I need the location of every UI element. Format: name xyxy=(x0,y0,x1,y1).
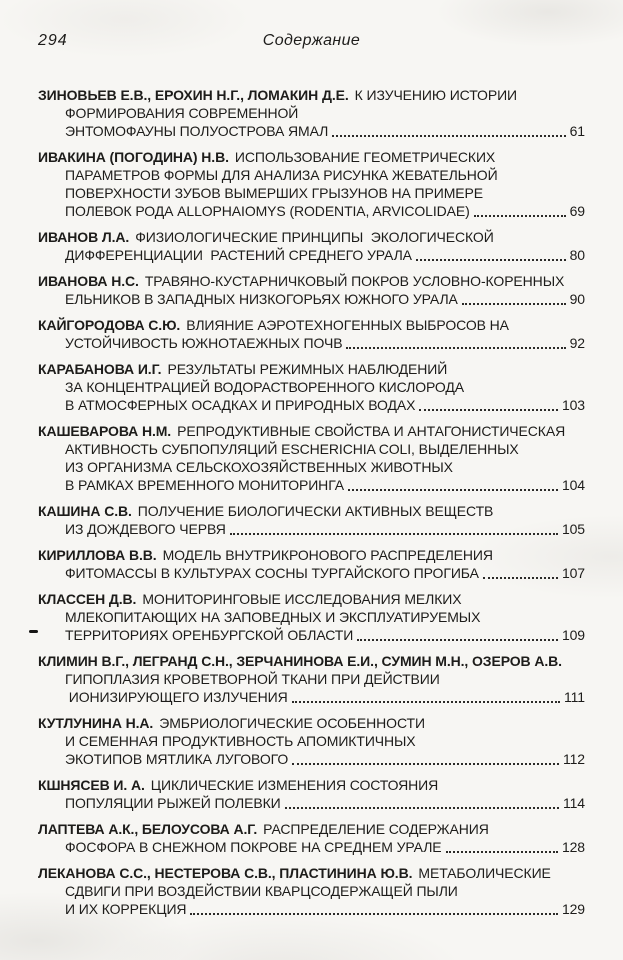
toc-entry-first-line xyxy=(38,272,585,290)
dotted-leader xyxy=(230,533,558,535)
toc-entry-authors: ИВАНОВА Н.С. xyxy=(38,273,139,289)
toc-page-number: 114 xyxy=(562,795,585,811)
toc-entry-first-line xyxy=(38,864,585,882)
toc-page-number: 109 xyxy=(561,627,585,643)
toc-entry-title-start: МОНИТОРИНГОВЫЕ ИССЛЕДОВАНИЯ МЕЛКИХ xyxy=(142,591,462,607)
toc-entry-title-end: ФОСФОРА В СНЕЖНОМ ПОКРОВЕ НА СРЕДНЕМ УРАЛЕ xyxy=(65,839,442,855)
toc-page-number: 112 xyxy=(562,751,585,767)
dotted-leader xyxy=(446,851,558,853)
toc-entry-first-line xyxy=(38,652,585,670)
toc-entry-title-end: ИЗ ДОЖДЕВОГО ЧЕРВЯ xyxy=(65,521,226,537)
toc-entry-first-line xyxy=(38,714,585,732)
toc-entry-first-line xyxy=(38,86,585,104)
toc-page-number: 105 xyxy=(561,521,585,537)
toc-page-number: 92 xyxy=(569,335,585,351)
toc-entry-title-start: К ИЗУЧЕНИЮ ИСТОРИИ xyxy=(354,87,517,103)
toc-entry xyxy=(38,714,585,768)
toc-entry-authors: ИВАКИНА (ПОГОДИНА) Н.В. xyxy=(38,149,229,165)
toc-entry-title-end: ТЕРРИТОРИЯХ ОРЕНБУРГСКОЙ ОБЛАСТИ xyxy=(65,627,354,643)
toc-page-number: 129 xyxy=(561,901,585,917)
toc-entry xyxy=(38,148,585,220)
dotted-leader xyxy=(416,259,566,261)
toc-page-number: 103 xyxy=(561,397,585,413)
toc-entry-continuation-line xyxy=(38,166,585,184)
toc-entry-continuation-line xyxy=(38,882,585,900)
toc-entry-authors: ЛЕКАНОВА С.С., НЕСТЕРОВА С.В., ПЛАСТИНИНА Ю.В. xyxy=(38,865,413,881)
toc-entry-title-middle: ИЗ ОРГАНИЗМА СЕЛЬСКОХОЗЯЙСТВЕННЫХ ЖИВОТНЫХ xyxy=(65,459,453,475)
toc-entry-title-end: ПОЛЕВОК РОДА ALLOPHAIOMYS (RODENTIA, ARVICOLIDAE) xyxy=(65,203,470,219)
toc-entry-title-start: РЕЗУЛЬТАТЫ РЕЖИМНЫХ НАБЛЮДЕНИЙ xyxy=(167,361,448,377)
toc-entry-leader-line xyxy=(38,476,585,494)
toc-entry-continuation-line xyxy=(38,378,585,396)
toc-entry-authors: КУТЛУНИНА Н.А. xyxy=(38,715,154,731)
toc-entry-leader-line xyxy=(38,246,585,264)
toc-entry-continuation-line xyxy=(38,732,585,750)
toc-page-number: 61 xyxy=(569,123,585,139)
page-number: 294 xyxy=(38,32,68,49)
toc-entry xyxy=(38,360,585,414)
toc-entry-authors: КШНЯСЕВ И. А. xyxy=(38,777,145,793)
toc-entry-continuation-line xyxy=(38,670,585,688)
toc-entry-title-middle: МЛЕКОПИТАЮЩИХ НА ЗАПОВЕДНЫХ И ЭКСПЛУАТИРУЕМЫХ xyxy=(65,609,481,625)
toc-page-number: 104 xyxy=(561,477,585,493)
dotted-leader xyxy=(190,913,558,915)
toc-page-number: 111 xyxy=(564,689,585,705)
toc-entry-title-end: И ИХ КОРРЕКЦИЯ xyxy=(65,901,187,917)
dotted-leader xyxy=(348,489,558,491)
toc-entry-title-end: ФИТОМАССЫ В КУЛЬТУРАХ СОСНЫ ТУРГАЙСКОГО ПРОГИБА xyxy=(65,565,479,581)
toc-entry-title-start: МОДЕЛЬ ВНУТРИКРОНОВОГО РАСПРЕДЕЛЕНИЯ xyxy=(162,547,493,563)
toc-entry-authors: КИРИЛЛОВА В.В. xyxy=(38,547,157,563)
dotted-leader xyxy=(483,577,558,579)
toc-entry-title-start: РЕПРОДУКТИВНЫЕ СВОЙСТВА И АНТАГОНИСТИЧЕСКАЯ xyxy=(177,423,566,439)
toc-entry-leader-line xyxy=(38,396,585,414)
toc-page-number: 69 xyxy=(569,203,585,219)
toc-entry-title-start: ПОЛУЧЕНИЕ БИОЛОГИЧЕСКИ АКТИВНЫХ ВЕЩЕСТВ xyxy=(137,503,494,519)
toc-entry-continuation-line xyxy=(38,184,585,202)
toc-list xyxy=(38,86,585,926)
dotted-leader xyxy=(419,409,558,411)
toc-entry-leader-line xyxy=(38,520,585,538)
toc-entry-leader-line xyxy=(38,750,585,768)
toc-entry-continuation-line xyxy=(38,440,585,458)
toc-entry xyxy=(38,546,585,582)
toc-entry-first-line xyxy=(38,148,585,166)
toc-page-number: 107 xyxy=(561,565,585,581)
toc-entry xyxy=(38,316,585,352)
toc-entry-authors: КАШИНА С.В. xyxy=(38,503,132,519)
toc-entry-title-end: ЕЛЬНИКОВ В ЗАПАДНЫХ НИЗКОГОРЬЯХ ЮЖНОГО УРАЛА xyxy=(65,291,458,307)
toc-entry-leader-line xyxy=(38,794,585,812)
dotted-leader xyxy=(292,763,559,765)
toc-entry-title-middle: И СЕМЕННАЯ ПРОДУКТИВНОСТЬ АПОМИКТИЧНЫХ xyxy=(65,733,416,749)
dotted-leader xyxy=(285,807,559,809)
toc-entry-first-line xyxy=(38,590,585,608)
toc-entry-authors: КАРАБАНОВА И.Г. xyxy=(38,361,162,377)
toc-entry xyxy=(38,820,585,856)
dotted-leader xyxy=(474,215,566,217)
toc-entry-first-line xyxy=(38,502,585,520)
toc-entry xyxy=(38,86,585,140)
toc-entry-first-line xyxy=(38,546,585,564)
toc-entry-title-middle: ПАРАМЕТРОВ ФОРМЫ ДЛЯ АНАЛИЗА РИСУНКА ЖЕВАТЕЛЬНОЙ xyxy=(65,167,498,183)
margin-mark xyxy=(29,630,38,633)
toc-entry-title-start: ЦИКЛИЧЕСКИЕ ИЗМЕНЕНИЯ СОСТОЯНИЯ xyxy=(150,777,439,793)
toc-entry-authors: КАШЕВАРОВА Н.М. xyxy=(38,423,172,439)
toc-entry xyxy=(38,864,585,918)
toc-entry-title-start: ФИЗИОЛОГИЧЕСКИЕ ПРИНЦИПЫ ЭКОЛОГИЧЕСКОЙ xyxy=(135,229,494,245)
toc-entry-title-middle: ПОВЕРХНОСТИ ЗУБОВ ВЫМЕРШИХ ГРЫЗУНОВ НА ПРИМЕРЕ xyxy=(65,185,483,201)
toc-entry-leader-line xyxy=(38,838,585,856)
page-header xyxy=(38,32,585,52)
toc-entry-leader-line xyxy=(38,290,585,308)
toc-entry xyxy=(38,272,585,308)
toc-entry xyxy=(38,502,585,538)
dotted-leader xyxy=(332,135,565,137)
dotted-leader xyxy=(357,639,558,641)
page-title: Содержание xyxy=(262,32,361,49)
dotted-leader xyxy=(346,347,565,349)
toc-page-number: 90 xyxy=(569,291,585,307)
toc-entry-title-start: ИСПОЛЬЗОВАНИЕ ГЕОМЕТРИЧЕСКИХ xyxy=(234,149,496,165)
dotted-leader xyxy=(292,701,560,703)
toc-entry-title-start: РАСПРЕДЕЛЕНИЕ СОДЕРЖАНИЯ xyxy=(263,821,489,837)
toc-entry-title-end: ПОПУЛЯЦИИ РЫЖЕЙ ПОЛЕВКИ xyxy=(65,795,281,811)
toc-entry-title-end: ИОНИЗИРУЮЩЕГО ИЗЛУЧЕНИЯ xyxy=(65,689,288,705)
toc-entry-title-middle: ФОРМИРОВАНИЯ СОВРЕМЕННОЙ xyxy=(65,105,299,121)
toc-entry-title-middle: ГИПОПЛАЗИЯ КРОВЕТВОРНОЙ ТКАНИ ПРИ ДЕЙСТВИИ xyxy=(65,671,440,687)
dotted-leader xyxy=(462,303,566,305)
toc-entry-first-line xyxy=(38,422,585,440)
toc-entry xyxy=(38,228,585,264)
toc-entry-authors: КЛАССЕН Д.В. xyxy=(38,591,137,607)
toc-entry-title-middle: ЗА КОНЦЕНТРАЦИЕЙ ВОДОРАСТВОРЕННОГО КИСЛОРОДА xyxy=(65,379,465,395)
toc-entry-first-line xyxy=(38,776,585,794)
toc-entry-leader-line xyxy=(38,626,585,644)
toc-entry-leader-line xyxy=(38,334,585,352)
toc-entry-authors: ЗИНОВЬЕВ Е.В., ЕРОХИН Н.Г., ЛОМАКИН Д.Е. xyxy=(38,87,349,103)
toc-entry-title-start: МЕТАБОЛИЧЕСКИЕ xyxy=(418,865,551,881)
toc-entry-title-start: ТРАВЯНО-КУСТАРНИЧКОВЫЙ ПОКРОВ УСЛОВНО-КОРЕННЫХ xyxy=(144,273,565,289)
toc-entry-title-end: ЭНТОМОФАУНЫ ПОЛУОСТРОВА ЯМАЛ xyxy=(65,123,329,139)
toc-entry-authors: КАЙГОРОДОВА С.Ю. xyxy=(38,317,181,333)
toc-entry-authors: КЛИМИН В.Г., ЛЕГРАНД С.Н., ЗЕРЧАНИНОВА Е.И., СУМИН М.Н., ОЗЕРОВ А.В. xyxy=(38,653,562,669)
toc-entry-leader-line xyxy=(38,688,585,706)
toc-entry-title-middle: АКТИВНОСТЬ СУБПОПУЛЯЦИЙ ESCHERICHIA COLI, ВЫДЕЛЕННЫХ xyxy=(65,441,519,457)
toc-entry-continuation-line xyxy=(38,608,585,626)
toc-entry-title-end: В РАМКАХ ВРЕМЕННОГО МОНИТОРИНГА xyxy=(65,477,344,493)
toc-entry-leader-line xyxy=(38,564,585,582)
toc-entry xyxy=(38,422,585,494)
toc-entry xyxy=(38,776,585,812)
toc-page-number: 128 xyxy=(561,839,585,855)
toc-entry-leader-line xyxy=(38,900,585,918)
toc-entry-continuation-line xyxy=(38,458,585,476)
toc-entry-title-end: В АТМОСФЕРНЫХ ОСАДКАХ И ПРИРОДНЫХ ВОДАХ xyxy=(65,397,416,413)
toc-entry-title-start: ВЛИЯНИЕ АЭРОТЕХНОГЕННЫХ ВЫБРОСОВ НА xyxy=(186,317,509,333)
toc-entry-title-start: ЭМБРИОЛОГИЧЕСКИЕ ОСОБЕННОСТИ xyxy=(159,715,425,731)
toc-page-number: 80 xyxy=(569,247,585,263)
toc-entry-first-line xyxy=(38,820,585,838)
toc-entry-title-end: УСТОЙЧИВОСТЬ ЮЖНОТАЕЖНЫХ ПОЧВ xyxy=(65,335,343,351)
toc-entry-leader-line xyxy=(38,202,585,220)
toc-entry-title-end: ЭКОТИПОВ МЯТЛИКА ЛУГОВОГО xyxy=(65,751,289,767)
toc-entry xyxy=(38,590,585,644)
toc-entry-continuation-line xyxy=(38,104,585,122)
toc-entry-authors: ЛАПТЕВА А.К., БЕЛОУСОВА А.Г. xyxy=(38,821,258,837)
toc-entry-first-line xyxy=(38,316,585,334)
toc-entry-title-end: ДИФФЕРЕНЦИАЦИИ РАСТЕНИЙ СРЕДНЕГО УРАЛА xyxy=(65,247,412,263)
toc-entry-authors: ИВАНОВ Л.А. xyxy=(38,229,130,245)
toc-entry-first-line xyxy=(38,228,585,246)
toc-entry xyxy=(38,652,585,706)
toc-entry-first-line xyxy=(38,360,585,378)
toc-entry-title-middle: СДВИГИ ПРИ ВОЗДЕЙСТВИИ КВАРЦСОДЕРЖАЩЕЙ ПЫЛИ xyxy=(65,883,458,899)
toc-entry-leader-line xyxy=(38,122,585,140)
